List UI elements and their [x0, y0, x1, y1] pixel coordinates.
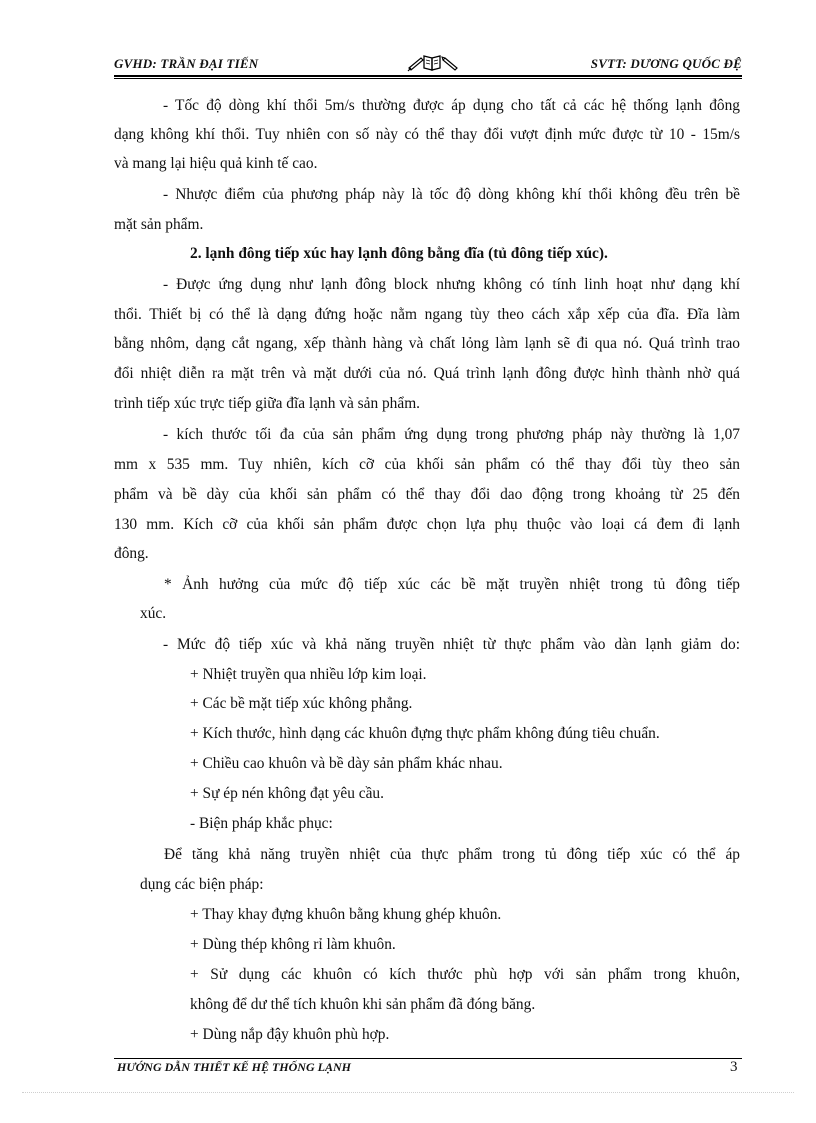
list-item: + Thay khay đựng khuôn bằng khung ghép khuôn.: [190, 906, 502, 923]
paragraph-line: đổi nhiệt diễn ra mặt trên và mặt dưới của nó. Quá trình lạnh đông được hình thành nhờ quá: [114, 365, 740, 382]
paragraph-line: dụng các biện pháp:: [140, 876, 264, 893]
paragraph-line: dạng không khí thổi. Tuy nhiên con số này có thể thay đổi vượt định mức được từ 10 - 15m/s: [114, 126, 740, 143]
header-rule-thin: [114, 78, 742, 79]
paragraph-line: - kích thước tối đa của sản phẩm ứng dụng trong phương pháp này thường là 1,07: [163, 426, 740, 443]
paragraph-line: - Được ứng dụng như lạnh đông block nhưng không có tính linh hoạt như dạng khí: [163, 276, 740, 293]
paragraph-line: - Mức độ tiếp xúc và khả năng truyền nhiệt từ thực phẩm vào dàn lạnh giảm do:: [163, 636, 740, 653]
paragraph-line: 130 mm. Kích cỡ của khối sản phẩm được chọn lựa phụ thuộc vào loại cá đem đi lạnh: [114, 516, 740, 533]
paragraph-line: xúc.: [140, 605, 167, 622]
section-heading: 2. lạnh đông tiếp xúc hay lạnh đông bằng đĩa (tủ đông tiếp xúc).: [190, 245, 608, 262]
page-number: 3: [730, 1059, 738, 1075]
paragraph-line: phẩm và bề dày của khối sản phẩm có thể thay đổi dao động trong khoảng từ 25 đến: [114, 486, 740, 503]
paragraph-line: - Tốc độ dòng khí thổi 5m/s thường được áp dụng cho tất cả các hệ thống lạnh đông: [163, 97, 740, 114]
paragraph-line: và mang lại hiệu quả kinh tế cao.: [114, 155, 318, 172]
paragraph-line: thổi. Thiết bị có thể là dạng đứng hoặc nằm ngang tùy theo cách xắp xếp của đĩa. Đĩa làm: [114, 306, 740, 323]
header-student: SVTT: DƯƠNG QUỐC ĐỆ: [590, 56, 742, 71]
footer-title: HƯỚNG DẪN THIẾT KẾ HỆ THỐNG LẠNH: [117, 1060, 351, 1074]
list-item: + Sử dụng các khuôn có kích thước phù hợp với sản phẩm trong khuôn,: [190, 966, 740, 983]
paragraph-line: đông.: [114, 545, 149, 562]
paragraph-line: bằng nhôm, dạng cắt ngang, xếp thành hàng và chất lỏng làm lạnh sẽ đi qua nó. Quá trình trao: [114, 335, 740, 352]
page-header: [114, 52, 742, 74]
list-item-continuation: không để dư thể tích khuôn khi sản phẩm đã đóng băng.: [190, 996, 536, 1013]
page-edge-divider: [22, 1092, 794, 1093]
header-rule-thick: [114, 75, 742, 77]
list-item: + Sự ép nén không đạt yêu cầu.: [190, 785, 384, 802]
paragraph-line: - Biện pháp khắc phục:: [190, 815, 333, 832]
list-item: + Chiều cao khuôn và bề dày sản phẩm khác nhau.: [190, 755, 503, 772]
paragraph-line: - Nhược điểm của phương pháp này là tốc độ dòng không khí thổi không đều trên bề: [163, 186, 740, 203]
paragraph-line: trình tiếp xúc trực tiếp giữa đĩa lạnh và sản phẩm.: [114, 395, 421, 412]
footer-rule: [114, 1058, 742, 1059]
header-advisor: GVHD: TRẦN ĐẠI TIẾN: [114, 56, 259, 71]
list-item: + Kích thước, hình dạng các khuôn đựng thực phẩm không đúng tiêu chuẩn.: [190, 725, 660, 742]
list-item: + Dùng thép không rỉ làm khuôn.: [190, 936, 396, 953]
paragraph-line: * Ảnh hưởng của mức độ tiếp xúc các bề mặt truyền nhiệt trong tủ đông tiếp: [164, 576, 740, 593]
list-item: + Các bề mặt tiếp xúc không phẳng.: [190, 695, 413, 712]
paragraph-line: Để tăng khả năng truyền nhiệt của thực phẩm trong tủ đông tiếp xúc có thể áp: [164, 846, 740, 863]
list-item: + Nhiệt truyền qua nhiều lớp kim loại.: [190, 666, 427, 683]
pen-book-ornament-icon: [407, 52, 459, 72]
paragraph-line: mặt sản phẩm.: [114, 216, 204, 233]
paragraph-line: mm x 535 mm. Tuy nhiên, kích cỡ của khối sản phẩm có thể thay đổi tùy theo sản: [114, 456, 740, 473]
list-item: + Dùng nắp đậy khuôn phù hợp.: [190, 1026, 390, 1043]
